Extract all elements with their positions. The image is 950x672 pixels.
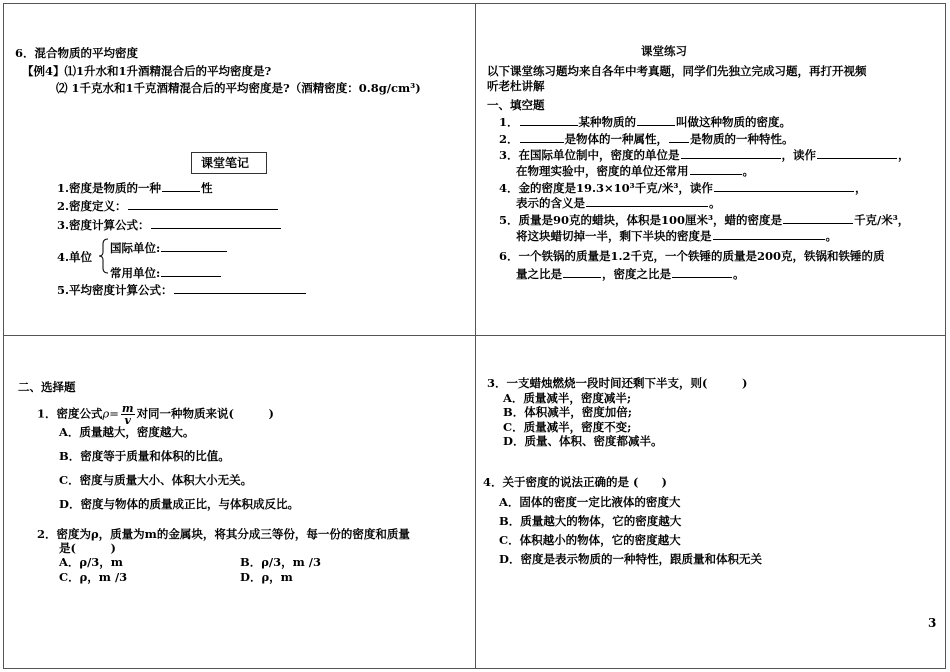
text: 。 <box>825 229 837 243</box>
example-label: 【例4】 <box>22 64 65 78</box>
blank <box>714 180 854 192</box>
intro-line-2: 听老杜讲解 <box>487 79 545 93</box>
item-number: 2． <box>499 132 519 146</box>
fill-item-4-line-2 <box>516 195 721 210</box>
choice-4-b: B．质量越大的物体，它的密度越大 <box>499 514 682 528</box>
horizontal-divider <box>3 335 946 336</box>
example-part-1: ⑴1升水和1升酒精混合后的平均密度是? <box>64 64 272 78</box>
exercise-title: 课堂练习 <box>641 44 687 58</box>
note-4-common <box>110 265 222 280</box>
text: 千克/米³， <box>854 213 910 227</box>
fill-item-2 <box>499 131 794 146</box>
fill-item-3 <box>499 147 910 162</box>
text: 表示的含义是 <box>516 196 585 210</box>
choice-1-d: D．密度与物体的质量成正比，与体积成反比。 <box>59 497 299 511</box>
choice-3-b: B．体积减半，密度加倍; <box>503 405 632 419</box>
blank <box>161 265 221 277</box>
blank <box>162 180 200 192</box>
blank <box>672 266 732 278</box>
rho-symbol: ρ <box>102 406 110 421</box>
section-title: 6．混合物质的平均密度 <box>15 46 139 60</box>
fill-heading: 一、填空题 <box>487 98 545 112</box>
note-3-text: 3.密度计算公式： <box>57 218 150 232</box>
text: 在物理实验中，密度的单位还常用 <box>516 164 689 178</box>
choice-2-b: B．ρ/3，m /3 <box>240 555 321 569</box>
blank <box>669 131 689 143</box>
choice-3-a: A．质量减半，密度减半; <box>503 391 632 405</box>
text: 1．密度公式 <box>37 406 103 421</box>
text: 是物体的一种属性， <box>564 132 669 146</box>
text: 是物质的一种特性。 <box>690 132 794 146</box>
text: 对同一种物质来说( ) <box>136 406 274 421</box>
text: 叫做这种物质的密度。 <box>676 115 792 129</box>
choice-1-stem <box>37 403 274 426</box>
blank <box>783 212 853 224</box>
choice-4-d: D．密度是表示物质的一种特性，跟质量和体积无关 <box>499 552 762 566</box>
note-2 <box>57 198 279 213</box>
page-number: 3 <box>928 616 937 630</box>
fill-item-5 <box>499 212 909 227</box>
choice-4-a: A．固体的密度一定比液体的密度大 <box>499 495 681 509</box>
text: 。 <box>733 267 745 281</box>
item-number: 3． <box>499 148 519 162</box>
blank <box>151 217 281 229</box>
text: ，密度之比是 <box>602 267 671 281</box>
choice-2-a: A．ρ/3，m <box>59 555 123 569</box>
blank <box>520 131 564 143</box>
equals-sign: = <box>109 406 119 421</box>
choice-2-c: C．ρ，m /3 <box>59 570 128 584</box>
note-1-end: 性 <box>201 181 213 195</box>
intro-line-1: 以下课堂练习题均来自各年中考真题，同学们先独立完成习题，再打开视频 <box>487 64 867 78</box>
blank <box>128 198 278 210</box>
blank <box>637 114 675 126</box>
text: 在国际单位制中，密度的单位是 <box>518 148 680 162</box>
note-2-text: 2.密度定义： <box>57 199 127 213</box>
blank <box>174 282 306 294</box>
example-line-1 <box>22 64 271 78</box>
note-4-si-text: 国际单位: <box>110 241 161 255</box>
text: 金的密度是19.3×10³千克/米³，读作 <box>518 181 713 195</box>
text: ， <box>854 181 867 195</box>
note-4-common-text: 常用单位: <box>110 266 161 280</box>
fill-item-3-line-2 <box>516 163 754 178</box>
fill-item-5-line-2 <box>516 228 837 243</box>
choice-heading: 二、选择题 <box>18 380 76 394</box>
fill-item-6-line-2 <box>516 266 745 281</box>
text: 将这块蜡切掉一半，剩下半块的密度是 <box>516 229 712 243</box>
note-5 <box>57 282 307 297</box>
choice-3-stem: 3．一支蜡烛燃烧一段时间还剩下半支，则( ) <box>487 376 748 390</box>
text: 量之比是 <box>516 267 562 281</box>
text: ， <box>898 148 910 162</box>
text: 质量是90克的蜡块，体积是100厘米³，蜡的密度是 <box>518 213 783 227</box>
choice-3-c: C．质量减半，密度不变; <box>503 420 632 434</box>
example-part-2: ⑵ 1千克水和1千克酒精混合后的平均密度是?（酒精密度：0.8g/cm³) <box>56 81 421 95</box>
blank <box>520 114 578 126</box>
item-number: 5． <box>499 213 519 227</box>
vertical-divider <box>475 3 476 669</box>
text: ，读作 <box>781 148 817 162</box>
formula-fraction <box>121 403 135 426</box>
fill-item-1 <box>499 114 791 129</box>
text: 一个铁锅的质量是1.2千克，一个铁锤的质量是200克，铁锅和铁锤的质 <box>518 249 885 263</box>
note-5-text: 5.平均密度计算公式： <box>57 283 173 297</box>
note-1-text: 1.密度是物质的一种 <box>57 181 162 195</box>
note-4-si <box>110 240 228 255</box>
text: 。 <box>709 196 721 210</box>
blank <box>681 147 781 159</box>
choice-1-b: B．密度等于质量和体积的比值。 <box>59 449 230 463</box>
item-number: 6． <box>499 249 519 263</box>
text: 某种物质的 <box>578 115 637 129</box>
choice-1-c: C．密度与质量大小、体积大小无关。 <box>59 473 253 487</box>
choice-2-d: D．ρ，m <box>240 570 293 584</box>
choice-3-d: D．质量、体积、密度都减半。 <box>503 434 663 448</box>
fill-item-6 <box>499 249 885 263</box>
note-4-label: 4.单位 <box>57 250 93 264</box>
note-3 <box>57 217 282 232</box>
blank <box>563 266 601 278</box>
brace-icon <box>99 238 109 274</box>
blank <box>161 240 227 252</box>
fraction-numerator: m <box>121 402 134 415</box>
choice-4-c: C．体积越小的物体，它的密度越大 <box>499 533 681 547</box>
item-number: 4． <box>499 181 519 195</box>
notes-title: 课堂笔记 <box>201 156 250 170</box>
blank <box>817 147 897 159</box>
fill-item-4 <box>499 180 866 195</box>
fraction-denominator: v <box>124 414 131 427</box>
blank <box>586 195 708 207</box>
note-1 <box>57 180 213 195</box>
choice-4-stem: 4．关于密度的说法正确的是 ( ) <box>483 475 667 489</box>
choice-2-line-1: 2．密度为ρ，质量为m的金属块，将其分成三等份，每一份的密度和质量 <box>37 527 410 541</box>
blank <box>713 228 825 240</box>
choice-2-line-2: 是( ) <box>59 541 116 555</box>
blank <box>690 163 742 175</box>
choice-1-a: A．质量越大，密度越大。 <box>59 425 195 439</box>
item-number: 1． <box>499 115 519 129</box>
text: 。 <box>742 164 754 178</box>
